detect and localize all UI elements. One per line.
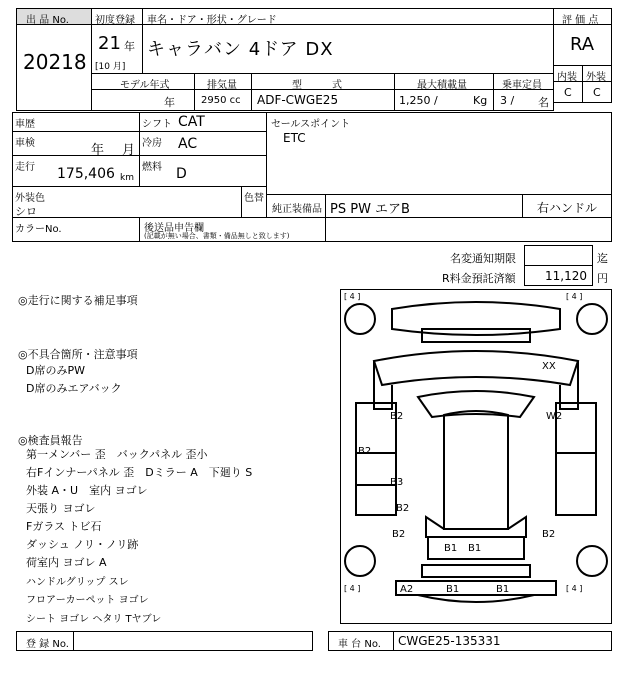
defect-heading: ◎不具合箇所・注意事項 [18,348,138,361]
reg-month: [10 月] [95,62,126,72]
reg-no-value-cell [73,631,313,651]
capacity-label: 乗車定員 [502,80,542,91]
score-cell [553,24,612,66]
car-name: キャラバン 4ドア DX [147,39,334,60]
mileage-unit: km [120,173,134,183]
front-bumper [392,302,560,335]
history-label: 車歴 [15,119,35,130]
inspector-line: 外装 A・U 室内 ヨゴレ [26,484,148,497]
car-damage-diagram [340,289,612,624]
color-change-label: 色替 [244,193,264,204]
score: RA [570,34,595,55]
capacity-label-cell [493,73,554,90]
displacement: 2950 cc [201,95,241,106]
inspector-line: ダッシュ ノリ・ノリ跡 [26,538,139,551]
left-rear-panel [356,485,396,515]
mileage-cell [12,155,140,187]
wheel-rear-left [345,546,375,576]
model-year-label: モデル年式 [120,80,170,91]
reg-no-label: 登 録 No. [26,639,69,650]
ext-color-cell [12,186,242,218]
color-no-label: カラーNo. [15,224,62,235]
car-name-cell [142,24,554,74]
inspector-heading: ◎検査員報告 [18,434,83,447]
inspector-line: フロアーカーペット ヨゴレ [26,595,149,606]
max-load: 1,250 / [399,94,438,107]
tire-label-bl: [ 4 ] [344,584,361,593]
windshield [418,391,534,417]
name-change-value-cell [524,245,593,266]
mark-back-right: B1 [468,543,482,554]
interior-label-cell [553,65,583,82]
history-cell [12,112,140,132]
max-load-label-cell [394,73,494,90]
equipment-label: 純正装備品 [272,204,322,215]
lot-no-label-cell [16,8,92,25]
max-load-cell [394,89,494,111]
mark-left-mid: B2 [358,446,372,457]
model-year-unit: 年 [164,96,175,109]
license-plate-area [422,565,530,577]
inspector-line: 右Fインナーパネル 歪 Dミラー A 下廻り S [26,466,253,479]
fuel-cell [139,155,267,187]
reg-no-label-cell [16,631,74,651]
name-change-unit: 迄 [597,252,608,265]
ac: AC [178,136,198,152]
interior-grade-cell [553,81,583,103]
aftermarket-label: 後送品申告欄 [144,223,204,234]
capacity-unit: 名 [538,96,549,109]
rear-window [426,517,526,537]
recycle-unit: 円 [597,272,608,285]
mark-rear-bumper-right: B1 [496,584,510,595]
mark-xx: XX [542,361,556,372]
displacement-label: 排気量 [207,80,237,91]
lot-no-cell [16,24,92,111]
tire-label-br: [ 4 ] [566,584,583,593]
model-year-label-cell [91,73,195,90]
capacity: 3 / [500,94,515,107]
ac-label: 冷房 [142,138,162,149]
score-label: 評 価 点 [562,15,599,26]
first-reg-label: 初度登録 [95,15,135,26]
aftermarket-value-cell [325,217,612,242]
displacement-label-cell [194,73,252,90]
inspection-cell [12,131,140,156]
shift-cell [139,112,267,132]
sales-point-label: セールスポイント [271,119,351,130]
sales-point-cell [266,112,612,195]
name-change-label: 名変通知期限 [450,252,516,265]
exterior-grade-cell [582,81,612,103]
mark-left-rear-bottom: B2 [392,529,406,540]
chassis-no: CWGE25-135331 [398,634,501,648]
wheel-front-right [577,304,607,334]
reg-year-unit: 年 [124,40,135,53]
score-label-cell [553,8,612,25]
interior-grade: C [564,86,572,99]
shift-label: シフト [142,119,172,130]
shift: CAT [178,114,205,130]
exterior-label-cell [582,65,612,82]
lot-no: 20218 [23,50,87,74]
aftermarket-cell [139,217,326,242]
equipment-label-cell [266,194,326,218]
wheel-front-left [345,304,375,334]
equipment-cell [325,194,523,218]
wheel-rear-right [577,546,607,576]
color-change-cell [241,186,267,218]
right-rear-panel [556,453,596,515]
type-cell [251,89,395,111]
aftermarket-note: (記載が無い場合、書類・備品無しと致します) [144,232,290,240]
rear-skirt [418,595,534,602]
interior-label: 内装 [557,72,577,83]
fuel-label: 燃料 [142,162,162,173]
chassis-value-cell [393,631,612,651]
inspection-month: 月 [122,143,136,158]
fuel: D [176,166,187,182]
lot-no-label: 出 品 No. [26,15,69,26]
sales-point: ETC [283,131,306,145]
first-reg-label-cell [91,8,143,25]
steering: 右ハンドル [537,201,598,215]
inspector-line: Fガラス トビ石 [26,520,102,533]
recycle-label: R料金預託済額 [442,272,516,285]
max-load-unit: Kg [473,94,488,107]
type-value: ADF-CWGE25 [257,93,339,107]
reg-year: 21 [98,33,121,54]
inspector-line: 天張り ヨゴレ [26,502,96,515]
first-reg-cell [91,24,143,74]
type-label: 型 式 [292,80,342,91]
inspector-line: シート ヨゴレ ヘタリ Tヤブレ [26,614,162,625]
diagram-frame [341,290,612,624]
mileage-label: 走行 [15,162,35,173]
tire-label-tl: [ 4 ] [344,292,361,301]
steering-cell [522,194,612,218]
roof [444,411,508,529]
inspector-line: 荷室内 ヨゴレ A [26,556,107,569]
type-label-cell [251,73,395,90]
defect-line: D席のみエアバック [26,382,122,395]
recycle-value: 11,120 [545,269,587,283]
capacity-cell [493,89,554,111]
mark-left-rear-upper: B3 [390,477,404,488]
rear-bumper [396,581,556,595]
mark-rear-bumper-left: A2 [400,584,414,595]
mark-right-front: W2 [546,411,563,422]
chassis-label: 車 台 No. [338,639,381,650]
car-name-label: 車名・ドア・形状・グレード [147,15,277,26]
chassis-label-cell [328,631,394,651]
inspector-line: 第一メンバー 歪 バックパネル 歪小 [26,448,208,461]
tire-label-tr: [ 4 ] [566,292,583,301]
equipment: PS PW エアB [330,202,410,217]
inspector-line: ハンドルグリップ スレ [26,577,129,588]
model-year-cell [91,89,195,111]
mileage: 175,406 [57,166,115,182]
mark-left-front: B2 [390,411,404,422]
car-name-label-cell [142,8,554,25]
exterior-grade: C [593,86,601,99]
driving-heading: ◎走行に関する補足事項 [18,294,138,307]
inspection-year: 年 [91,143,105,158]
max-load-label: 最大積載量 [417,80,467,91]
recycle-value-cell [524,265,593,286]
exterior-label: 外装 [586,72,606,83]
mark-back-left: B1 [444,543,458,554]
mark-rear-bumper-mid: B1 [446,584,460,595]
mark-right-rear: B2 [542,529,556,540]
ext-color: シロ [15,205,37,218]
inspection-label: 車検 [15,138,35,149]
ac-cell [139,131,267,156]
mark-left-rear-lower: B2 [396,503,410,514]
displacement-cell [194,89,252,111]
color-no-cell [12,217,140,242]
ext-color-label: 外装色 [15,193,45,204]
defect-line: D席のみPW [26,364,85,377]
